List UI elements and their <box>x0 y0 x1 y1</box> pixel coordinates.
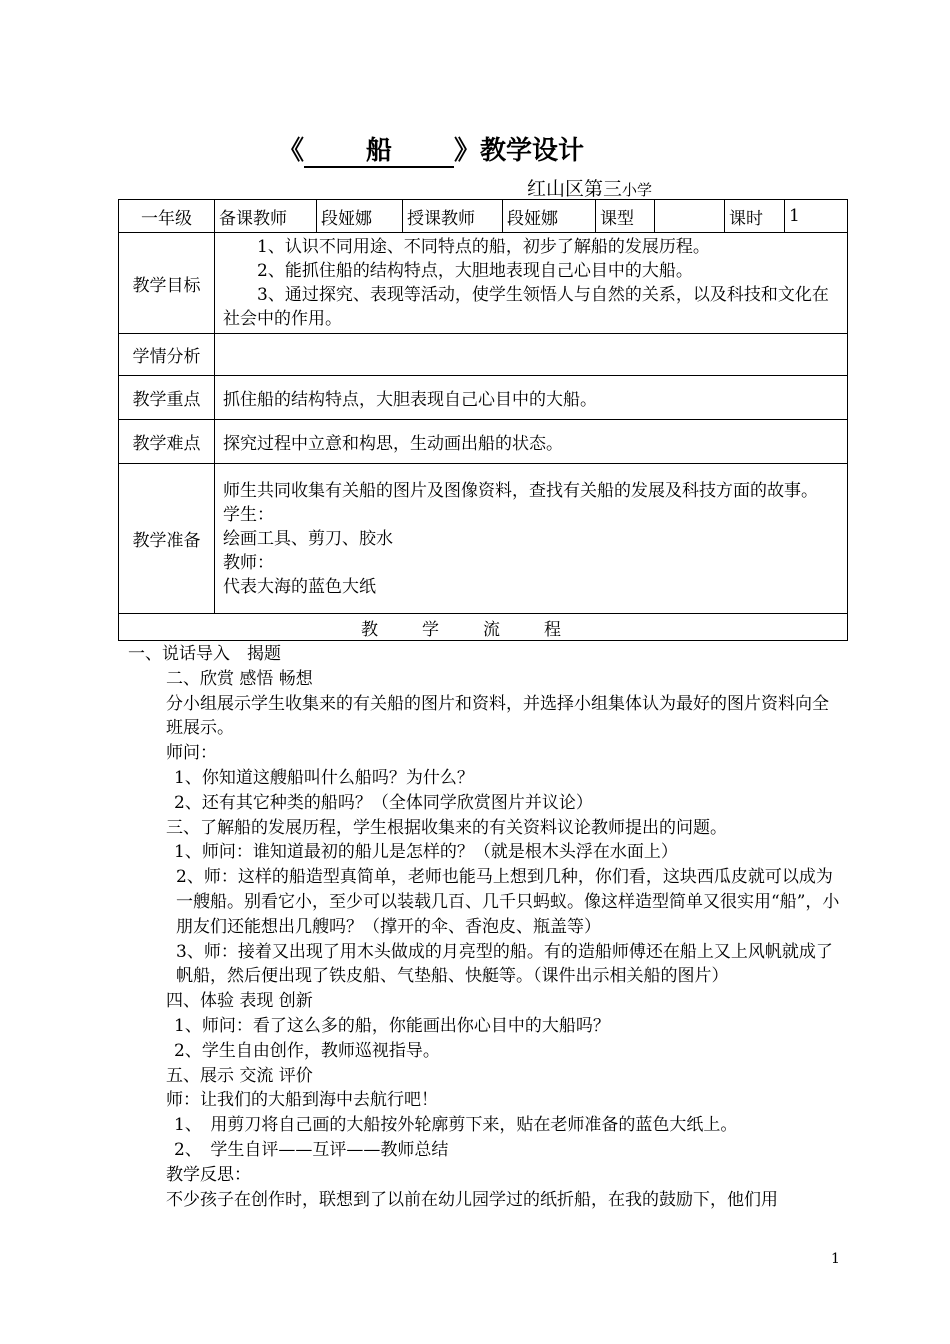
preparation-row <box>119 464 848 614</box>
analysis-content <box>215 334 848 376</box>
document-title <box>278 130 584 168</box>
key-points-content: 抓住船的结构特点，大胆表现自己心目中的大船。 <box>215 376 848 420</box>
preparation-label: 教学准备 <box>119 464 215 614</box>
preparation-line: 代表大海的蓝色大纸 <box>223 576 376 597</box>
header-row <box>119 200 848 233</box>
goals-label: 教学目标 <box>119 233 215 334</box>
process-line: 师问： <box>166 743 217 764</box>
process-line: 师：让我们的大船到海中去航行吧！ <box>166 1090 438 1111</box>
process-line: 2、 学生自评——互评——教师总结 <box>174 1139 449 1160</box>
process-line: 1、师问：看了这么多的船，你能画出你心目中的大船吗？ <box>174 1015 610 1036</box>
process-paragraph: 不少孩子在创作时，联想到了以前在幼儿园学过的纸折船，在我的鼓励下，他们用 <box>166 1189 778 1210</box>
difficulty-row <box>119 420 848 464</box>
process-heading: 五、展示 交流 评价 <box>166 1065 313 1086</box>
grade-cell: 一年级 <box>119 200 215 233</box>
lesson-hours-value: 1 <box>785 200 848 233</box>
process-line: 2、学生自由创作，教师巡视指导。 <box>174 1040 440 1061</box>
goals-content <box>215 233 848 334</box>
preparation-line: 师生共同收集有关船的图片及图像资料，查找有关船的发展及科技方面的故事。 <box>223 480 818 501</box>
flow-header: 教学流程 <box>119 614 848 641</box>
process-paragraph: 2、师：这样的船造型真简单，老师也能马上想到几种，你们看，这块西瓜皮就可以成为一艘船。别看它小，至少可以装载几百、几千只蚂蚁。像这样造型简单又很实用“船”，小朋友们还能想出几艘吗？（撑开的伞、香泡皮、瓶盖等） <box>176 867 840 937</box>
preparation-content <box>215 464 848 614</box>
process-line: 1、你知道这艘船叫什么船吗？为什么？ <box>174 767 474 788</box>
process-paragraph: 3、师：接着又出现了用木头做成的月亮型的船。有的造船师傅还在船上又上风帆就成了帆船，然后便出现了铁皮船、气垫船、快艇等。（课件出示相关船的图片） <box>176 941 833 987</box>
lesson-hours-label: 课时 <box>725 200 785 233</box>
lesson-type-value <box>655 200 725 233</box>
preparation-line: 绘画工具、剪刀、胶水 <box>223 528 393 549</box>
teach-teacher-name: 段娅娜 <box>503 200 596 233</box>
process-paragraph: 分小组展示学生收集来的有关船的图片和资料，并选择小组集体认为最好的图片资料向全班展示。 <box>166 693 829 739</box>
teaching-process <box>128 642 840 1212</box>
lesson-info-table <box>118 199 848 641</box>
school-main: 红山区第三 <box>527 178 623 200</box>
process-line: 2、还有其它种类的船吗？（全体同学欣赏图片并议论） <box>174 792 593 813</box>
difficulty-content: 探究过程中立意和构思，生动画出船的状态。 <box>215 420 848 464</box>
preparation-line: 教师： <box>223 552 274 573</box>
flow-header-row <box>119 614 848 641</box>
prep-teacher-name: 段娅娜 <box>317 200 403 233</box>
process-heading: 四、体验 表现 创新 <box>166 991 313 1012</box>
process-heading: 一、说话导入 揭题 <box>128 644 281 664</box>
preparation-line: 学生： <box>223 504 274 525</box>
process-line: 1、师问：谁知道最初的船儿是怎样的？（就是根木头浮在水面上） <box>174 842 678 863</box>
title-subject: 船 <box>304 136 454 168</box>
goal-item: 3、通过探究、表现等活动，使学生领悟人与自然的关系，以及科技和文化在社会中的作用。 <box>223 285 829 329</box>
title-open: 《 <box>278 136 305 166</box>
analysis-row <box>119 334 848 376</box>
lesson-type-label: 课型 <box>596 200 655 233</box>
key-points-label: 教学重点 <box>119 376 215 420</box>
school-name <box>527 174 652 201</box>
key-points-row <box>119 376 848 420</box>
goals-row <box>119 233 848 334</box>
analysis-label: 学情分析 <box>119 334 215 376</box>
difficulty-label: 教学难点 <box>119 420 215 464</box>
title-close: 》教学设计 <box>454 136 585 166</box>
process-line: 教学反思： <box>166 1164 251 1185</box>
page-number: 1 <box>831 1251 840 1267</box>
process-heading: 二、欣赏 感悟 畅想 <box>166 668 313 689</box>
teach-teacher-label: 授课教师 <box>403 200 503 233</box>
prep-teacher-label: 备课教师 <box>215 200 317 233</box>
school-suffix: 小学 <box>622 181 653 199</box>
process-heading: 三、了解船的发展历程，学生根据收集来的有关资料议论教师提出的问题。 <box>166 817 727 838</box>
goal-item: 1、认识不同用途、不同特点的船，初步了解船的发展历程。 <box>257 237 710 257</box>
goal-item: 2、能抓住船的结构特点，大胆地表现自己心目中的大船。 <box>257 261 693 281</box>
process-line: 1、 用剪刀将自己画的大船按外轮廓剪下来，贴在老师准备的蓝色大纸上。 <box>174 1115 738 1136</box>
